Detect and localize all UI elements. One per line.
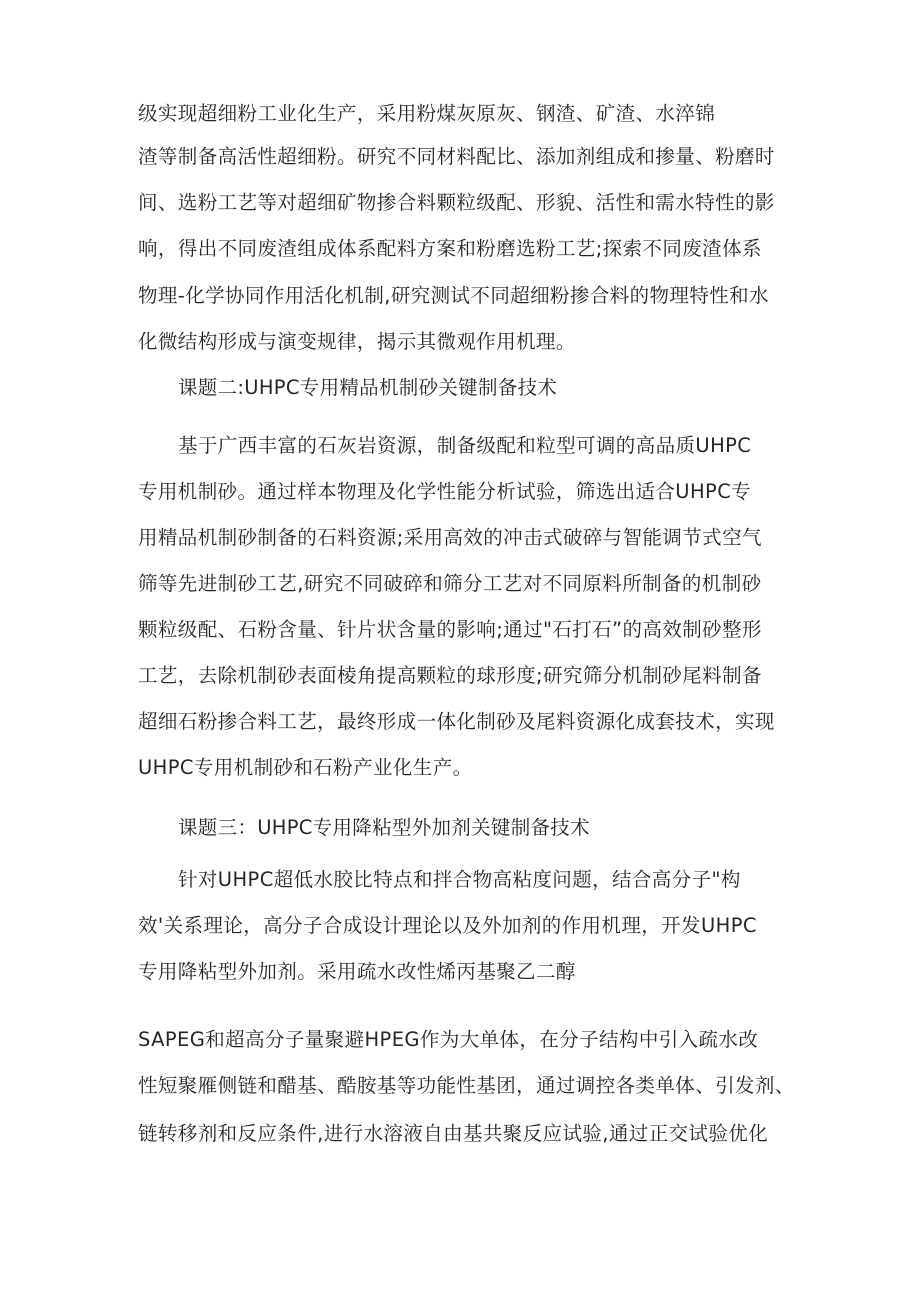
section-heading-topic-3: 课题三：UHPC专用降粘型外加剂关键制备技术 <box>178 816 590 839</box>
paragraph-line: 间、选粉工艺等对超细矿物掺合料颗粒级配、形貌、活性和需水特性的影 <box>138 191 775 214</box>
paragraph-line: 筛等先进制砂工艺,研究不同破碎和筛分工艺对不同原料所制备的机制砂 <box>138 572 762 595</box>
paragraph-line: 用精品机制砂制备的石料资源;采用高效的冲击式破碎与智能调节式空气 <box>138 526 762 549</box>
paragraph-line: 响，得出不同废渣组成体系配料方案和粉磨选粉工艺;探索不同废渣体系 <box>138 237 762 260</box>
paragraph-line: 级实现超细粉工业化生产，采用粉煤灰原灰、钢渣、矿渣、水淬锦 <box>138 102 716 125</box>
paragraph-line: 专用降粘型外加剂。采用疏水改性烯丙基聚乙二醇 <box>138 960 576 983</box>
paragraph-line: 工艺，去除机制砂表面棱角提高颗粒的球形度;研究筛分机制砂尾料制备 <box>138 664 762 687</box>
paragraph-line: 效'关系理论，高分子合成设计理论以及外加剂的作用机理，开发UHPC <box>138 914 757 937</box>
paragraph-line: UHPC专用机制砂和石粉产业化生产。 <box>138 756 473 779</box>
paragraph-line: 基于广西丰富的石灰岩资源，制备级配和粒型可调的高品质UHPC <box>178 434 752 457</box>
paragraph-line: 渣等制备高活性超细粉。研究不同材料配比、添加剂组成和掺量、粉磨时 <box>138 145 775 168</box>
paragraph-line: 针对UHPC超低水胶比特点和拌合物高粘度问题，结合高分子"构 <box>178 868 741 891</box>
paragraph-line: 物理-化学协同作用活化机制,研究测试不同超细粉掺合料的物理特性和水 <box>138 284 769 307</box>
paragraph-line: 专用机制砂。通过样本物理及化学性能分析试验，筛选出适合UHPC专 <box>138 480 752 503</box>
paragraph-line: 颗粒级配、石粉含量、针片状含量的影响;通过"石打石”的高效制砂整形 <box>138 618 762 641</box>
paragraph-line: 链转移剂和反应条件,进行水溶液自由基共聚反应试验,通过正交试验优化 <box>138 1122 769 1145</box>
paragraph-line: 性短聚雁侧链和醋基、酷胺基等功能性基团，通过调控各类单体、引发剂、 <box>138 1074 795 1097</box>
paragraph-line: SAPEG和超高分子量聚避HPEG作为大单体，在分子结构中引入疏水改 <box>138 1028 759 1051</box>
section-heading-topic-2: 课题二:UHPC专用精品机制砂关键制备技术 <box>178 376 558 399</box>
paragraph-line: 化微结构形成与演变规律，揭示其微观作用机理。 <box>138 330 576 353</box>
paragraph-line: 超细石粉掺合料工艺，最终形成一体化制砂及尾料资源化成套技术，实现 <box>138 710 775 733</box>
